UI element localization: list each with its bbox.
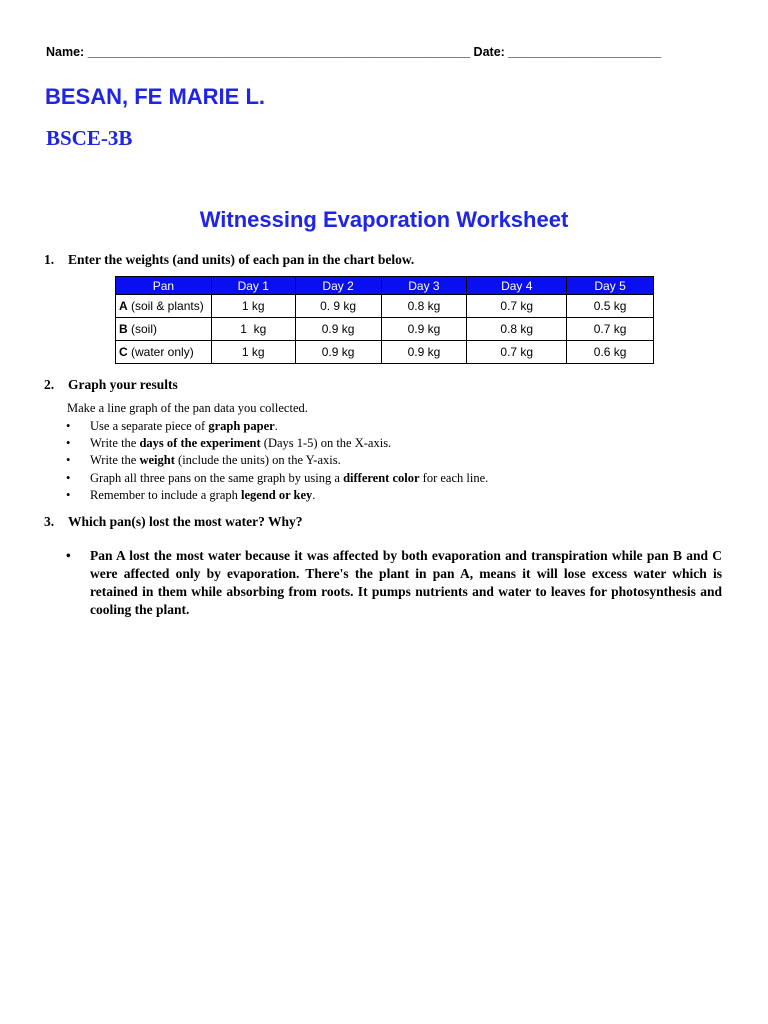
graph-intro: Make a line graph of the pan data you collected. [67, 401, 308, 415]
instruction-text: Graph all three pans on the same graph by using a [90, 470, 344, 485]
weight-cell: 0.8 kg [467, 318, 567, 341]
answer-text: Pan A lost the most water because it was affected by both evaporation and transpiration while pan B and C were affected only by evaporation. There's the plant in pan A, means it will lose excess water which is retained in them while absorbing from roots. It pumps nutrients and water to leaves for photosynthesis and cooling the plant. [90, 548, 722, 617]
instruction-emphasis: days of the experiment [139, 436, 261, 451]
instruction-text: . [312, 487, 316, 502]
question-1-text: Enter the weights (and units) of each pan in the chart below. [68, 252, 415, 267]
instruction-emphasis: different color [343, 470, 420, 485]
table-header: Day 3 [381, 277, 467, 295]
question-2-text: Graph your results [68, 377, 178, 392]
list-item [66, 470, 488, 487]
question-1 [44, 252, 414, 268]
bullet-icon: • [66, 436, 71, 451]
list-item [66, 487, 488, 504]
weight-cell: 0.8 kg [381, 295, 467, 318]
table-row [116, 318, 654, 341]
weight-cell: 0.5 kg [567, 295, 654, 318]
question-3 [44, 514, 303, 530]
pan-description: (soil & plants) [127, 299, 204, 313]
section-label: BSCE-3B [46, 126, 133, 150]
weight-cell: 1 kg [211, 341, 295, 364]
bullet-icon: • [66, 470, 71, 485]
date-label: Date: [473, 45, 505, 59]
table-header-row [116, 277, 654, 295]
table-header: Day 2 [295, 277, 381, 295]
instruction-emphasis: weight [139, 453, 175, 468]
table-header: Day 5 [567, 277, 654, 295]
table-header: Day 1 [211, 277, 295, 295]
instruction-text: Write the [90, 453, 140, 468]
question-2-number: 2. [44, 377, 55, 392]
pan-letter: B [119, 322, 128, 336]
list-item [66, 452, 488, 469]
instruction-text: Use a separate piece of [90, 419, 209, 433]
weight-cell: 0.9 kg [295, 341, 381, 364]
weight-cell: 0.9 kg [381, 341, 467, 364]
bullet-icon: • [66, 419, 71, 433]
date-blank: ______________________ [508, 45, 662, 59]
instruction-emphasis: graph paper [208, 419, 275, 433]
pan-cell [116, 341, 212, 364]
list-item [66, 418, 488, 435]
pan-cell [116, 318, 212, 341]
graph-instructions-list [66, 418, 488, 504]
weight-cell: 1 kg [211, 318, 295, 341]
name-blank: _______________________________________________________ [87, 45, 471, 59]
bullet-icon: • [66, 453, 71, 468]
table-header: Day 4 [467, 277, 567, 295]
question-3-text: Which pan(s) lost the most water? Why? [68, 514, 303, 529]
weight-cell: 0.7 kg [467, 295, 567, 318]
pan-description: (soil) [127, 322, 158, 336]
name-label: Name: [46, 45, 85, 59]
pan-weights-table [115, 276, 654, 364]
weight-cell: 0.9 kg [295, 318, 381, 341]
list-item [66, 435, 488, 452]
pan-letter: C [119, 345, 128, 359]
header-line [46, 45, 661, 59]
table-header: Pan [116, 277, 212, 295]
answer-paragraph [66, 547, 722, 619]
table-row [116, 295, 654, 318]
worksheet-title: Witnessing Evaporation Worksheet [199, 207, 569, 232]
instruction-text: (Days 1-5) on the X-axis. [260, 436, 392, 451]
pan-description: (water only) [127, 345, 194, 359]
instruction-text: Remember to include a graph [90, 487, 241, 502]
instruction-text: . [274, 419, 278, 433]
question-3-number: 3. [44, 514, 55, 529]
bullet-icon: • [66, 548, 71, 563]
instruction-emphasis: legend or key [241, 487, 313, 502]
student-name: BESAN, FE MARIE L. [45, 84, 266, 109]
instruction-text: for each line. [419, 470, 489, 485]
weight-cell: 0.6 kg [567, 341, 654, 364]
weight-cell: 0.9 kg [381, 318, 467, 341]
weight-cell: 0.7 kg [567, 318, 654, 341]
pan-cell [116, 295, 212, 318]
weight-cell: 1 kg [211, 295, 295, 318]
weight-cell: 0. 9 kg [295, 295, 381, 318]
instruction-text: (include the units) on the Y-axis. [174, 453, 341, 468]
question-1-number: 1. [44, 252, 55, 267]
table-row [116, 341, 654, 364]
pan-letter: A [119, 299, 128, 313]
question-2 [44, 377, 178, 393]
instruction-text: Write the [90, 436, 140, 451]
bullet-icon: • [66, 487, 71, 502]
weight-cell: 0.7 kg [467, 341, 567, 364]
